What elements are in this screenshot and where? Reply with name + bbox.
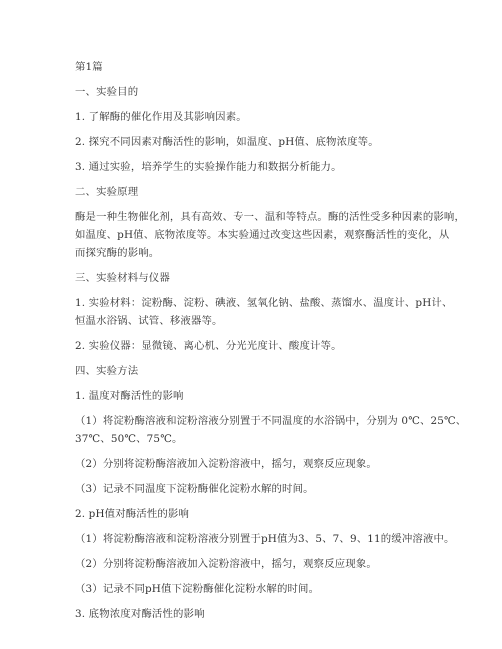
principle-paragraph-line-2: 如温度、pH值、底物浓度等。本实验通过改变这些因素，观察酶活性的变化，从 [75, 229, 450, 241]
method-1-step-1-line-1: （1）将淀粉酶溶液和淀粉溶液分别置于不同温度的水浴锅中，分别为 0℃、25℃、 [75, 415, 467, 427]
materials-line-1: 1. 实验材料：淀粉酶、淀粉、碘液、氢氧化钠、盐酸、蒸馏水、温度计、pH计、 [75, 297, 453, 309]
section-heading-methods: 四、实验方法 [75, 365, 139, 377]
section-heading-principle: 二、实验原理 [75, 186, 139, 198]
section-heading-purpose: 一、实验目的 [75, 86, 139, 98]
method-2-title: 2. pH值对酶活性的影响 [75, 508, 190, 520]
method-2-step-1: （1）将淀粉酶溶液和淀粉溶液分别置于pH值为3、5、7、9、11的缓冲溶液中。 [75, 533, 455, 545]
purpose-item-2: 2. 探究不同因素对酶活性的影响，如温度、pH值、底物浓度等。 [75, 136, 379, 148]
method-2-step-2: （2）分别将淀粉酶溶液加入淀粉溶液中，摇匀，观察反应现象。 [75, 558, 377, 570]
principle-paragraph-line-3: 而探究酶的影响。 [75, 247, 160, 259]
method-1-step-2: （2）分别将淀粉酶溶液加入淀粉溶液中，摇匀，观察反应现象。 [75, 458, 377, 470]
method-3-title: 3. 底物浓度对酶活性的影响 [75, 608, 205, 620]
instruments-line: 2. 实验仪器：显微镜、离心机、分光光度计、酸度计等。 [75, 340, 342, 352]
principle-paragraph-line-1: 酶是一种生物催化剂，具有高效、专一、温和等特点。酶的活性受多种因素的影响， [75, 211, 465, 223]
materials-line-2: 恒温水浴锅、试管、移液器等。 [75, 315, 223, 327]
method-1-title: 1. 温度对酶活性的影响 [75, 390, 184, 402]
section-heading-materials: 三、实验材料与仪器 [75, 272, 170, 284]
method-1-step-3: （3）记录不同温度下淀粉酶催化淀粉水解的时间。 [75, 483, 314, 495]
page-title: 第1篇 [75, 61, 103, 73]
purpose-item-3: 3. 通过实验，培养学生的实验操作能力和数据分析能力。 [75, 161, 342, 173]
method-1-step-1-line-2: 37℃、50℃、75℃。 [75, 433, 183, 445]
purpose-item-1: 1. 了解酶的催化作用及其影响因素。 [75, 111, 247, 123]
method-2-step-3: （3）记录不同pH值下淀粉酶催化淀粉水解的时间。 [75, 583, 320, 595]
